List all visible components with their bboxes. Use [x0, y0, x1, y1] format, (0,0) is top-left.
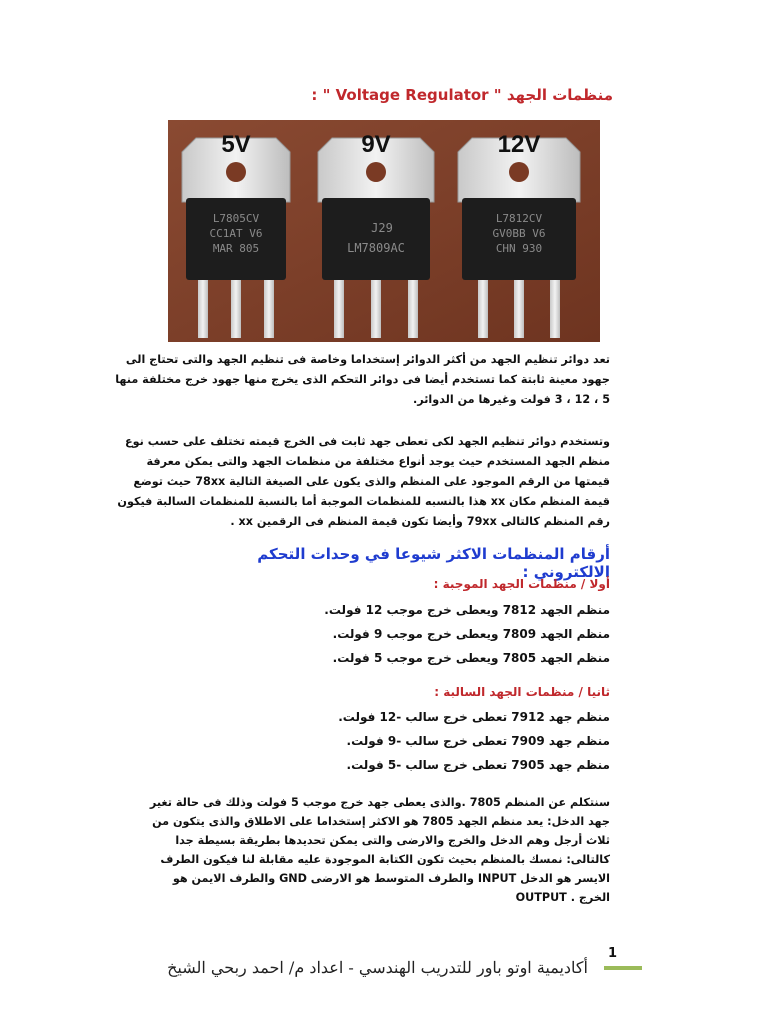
- list-item: منظم الجهد 7809 ويعطى خرج موجب 9 فولت.: [332, 627, 610, 641]
- common-regulators-heading: أرقام المنظمات الاكثر شيوعا في وحدات التحكم الالكتروني :: [257, 545, 610, 581]
- chip-marking: CC1AT V6: [209, 227, 263, 240]
- voltage-label-12v: 12V: [497, 131, 541, 158]
- chip-marking: GV0BB V6: [492, 227, 546, 240]
- list-item: منظم الجهد 7805 ويعطى خرج موجب 5 فولت.: [332, 651, 610, 665]
- negative-regulators-heading: ثانيا / منظمات الجهد السالبة :: [434, 685, 610, 699]
- page-number: 1: [608, 946, 618, 961]
- regulator-9v: [318, 131, 434, 338]
- voltage-label-5v: 5V: [221, 131, 251, 158]
- numbering-paragraph: وتستخدم دوائر تنظيم الجهد لكى تعطى جهد ثابت فى الخرج قيمته تختلف على حسب نوع منظم الجهد المستخدم حيث يوجد أنواع مختلفة من منظمات الجهد والتى يمكن معرفة قيمتها من الرقم الموجود على المنظم والذى يكون على الصيغة التالية 78xx حيث توضع قيمة المنظم مكان xx هذا بالنسبه للمنظمات الموجبة أما بالنسبة للمنظمات السالبة فيكون رقم المنظم كالتالى 79xx وأيضا تكون قيمة المنظم فى الرقمين xx .: [117, 435, 610, 528]
- chip-marking: L7812CV: [495, 212, 543, 225]
- footer-credit: أكاديمية اوتو باور للتدريب الهندسي - اعداد م/ احمد ربحي الشيخ: [167, 958, 588, 977]
- list-item: منظم جهد 7912 تعطى خرج سالب -12 فولت.: [338, 710, 610, 724]
- page-number-underline: [604, 966, 642, 970]
- voltage-label-9v: 9V: [361, 131, 391, 158]
- chip-marking: LM7809AC: [347, 241, 405, 255]
- intro-paragraph: تعد دوائر تنظيم الجهد من أكثر الدوائر إستخداما وخاصة فى تنظيم الجهد والتى تحتاج الى جهود معينة ثابتة كما تستخدم أيضا فى دوائر التحكم الذى يخرج منها جهود خرج مختلفة منها 5 ، 12 ، 3 فولت وغيرها من الدوائر.: [115, 353, 610, 406]
- page-title: منظمات الجهد " Voltage Regulator " :: [311, 86, 613, 104]
- list-item: منظم جهد 7909 تعطى خرج سالب -9 فولت.: [346, 734, 610, 748]
- 7805-paragraph: سنتكلم عن المنظم 7805 .والذى يعطى جهد خرج موجب 5 فولت وذلك فى حالة تغير جهد الدخل: يعد منظم الجهد 7805 هو الاكثر إستخداما على الاطلاق والذى يتكون من ثلاث أرجل وهم الدخل والخرج والارضى والتى يمكن تحديدها بطريقة بسيطة جدا كالتالى: نمسك بالمنظم بحيث تكون الكتابة الموجودة عليه مقابلة لنا فيكون الطرف الايسر هو الدخل INPUT والطرف المتوسط هو الارضى GND والطرف الايمن هو الخرج . OUTPUT: [149, 796, 610, 904]
- chip-marking: MAR 805: [212, 242, 260, 255]
- chip-marking: J29: [371, 221, 393, 235]
- chip-marking: L7805CV: [212, 212, 260, 225]
- list-item: منظم الجهد 7812 ويعطى خرج موجب 12 فولت.: [324, 603, 610, 617]
- list-item: منظم جهد 7905 تعطى خرج سالب -5 فولت.: [346, 758, 610, 772]
- voltage-regulators-photo: [168, 120, 600, 342]
- chip-marking: CHN 930: [495, 242, 543, 255]
- regulator-5v: [182, 131, 290, 338]
- positive-regulators-heading: أولا / منظمات الجهد الموجبة :: [433, 577, 610, 591]
- negative-regulators-list: [300, 705, 610, 777]
- positive-regulators-list: [300, 598, 610, 670]
